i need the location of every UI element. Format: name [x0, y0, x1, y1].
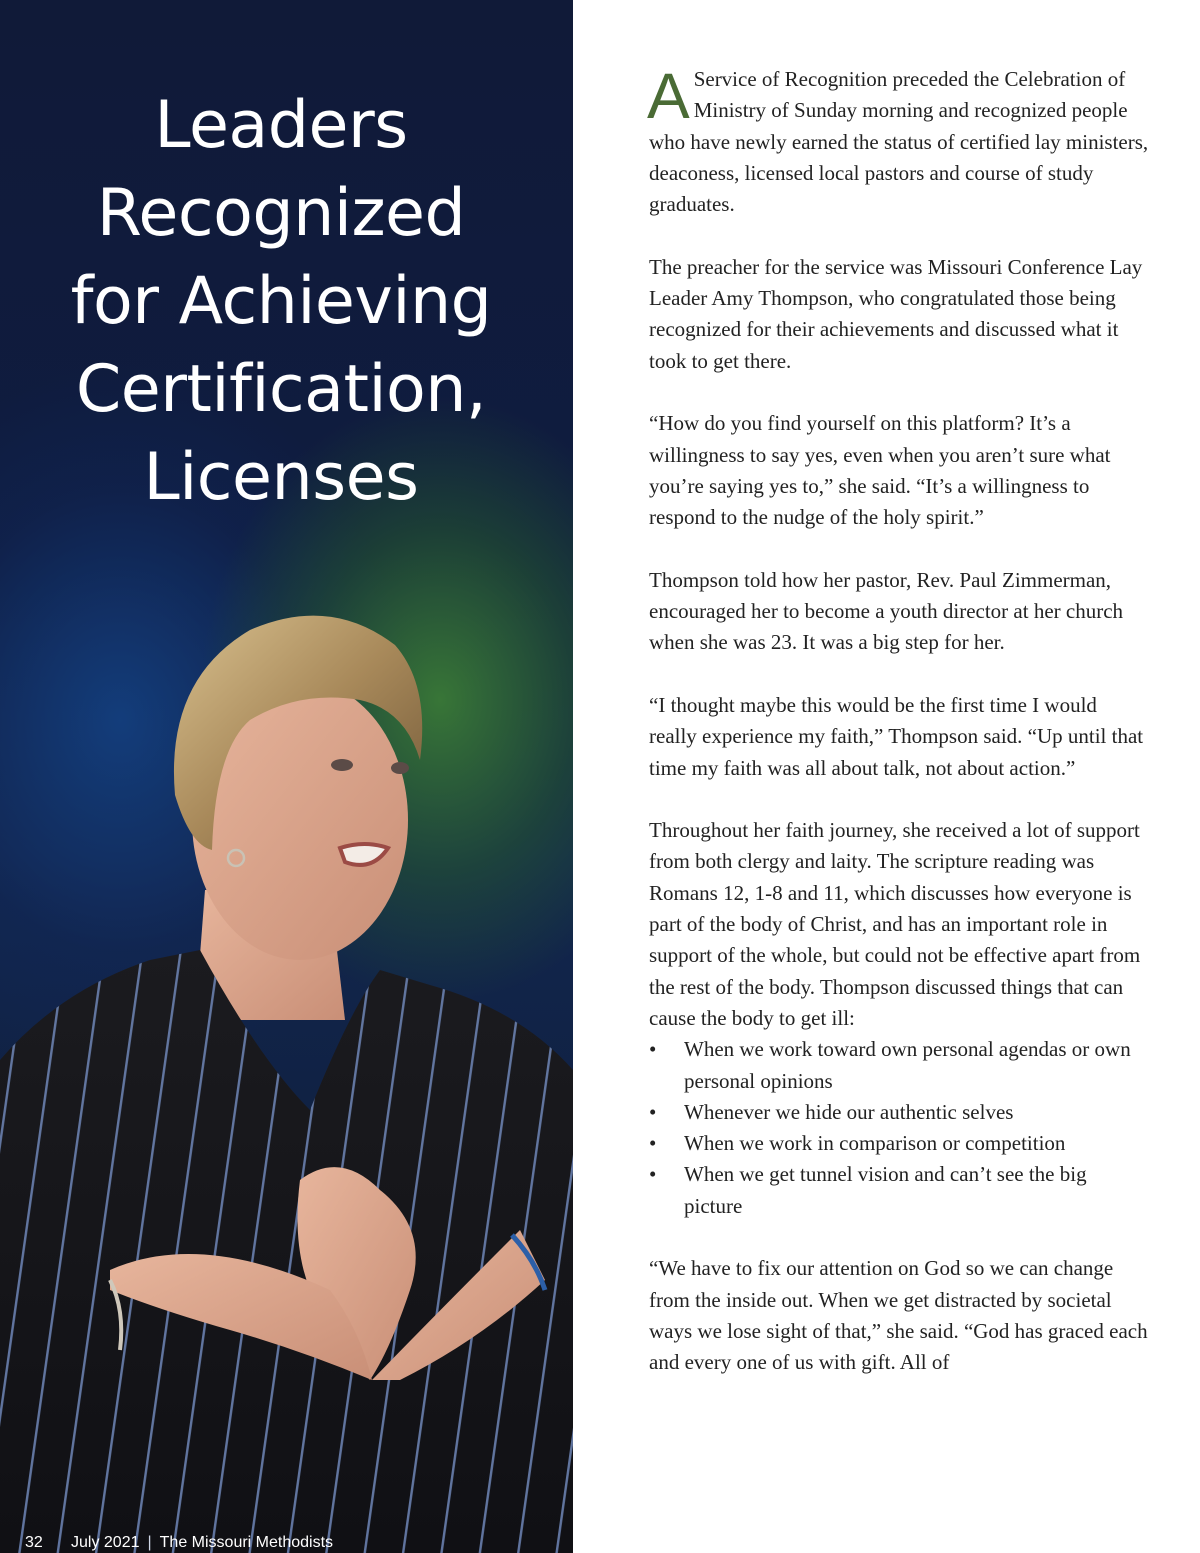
headline-line: Leaders	[154, 88, 408, 163]
eye-shape	[331, 759, 353, 771]
bullet-text: When we work toward own personal agendas or own personal opinions	[684, 1037, 1131, 1093]
article-paragraph: Throughout her faith journey, she received a lot of support from both clergy and laity. The scripture reading was Romans 12, 1-8 and 11, which discusses how everyone is part of the body of Christ, and has an important role in support of the whole, but could not be effective apart from the rest of the body. Thompson discussed things that can cause the body to get ill:	[649, 818, 1141, 1030]
article-body	[647, 60, 1149, 1410]
bullet-item	[649, 1128, 1149, 1159]
article-paragraph	[647, 60, 1149, 220]
article-paragraph: Thompson told how her pastor, Rev. Paul Zimmerman, encouraged her to become a youth director at her church when she was 23. It was a big step for her.	[649, 567, 1124, 655]
page-number: 32	[25, 1534, 43, 1551]
bullet-marker: •	[649, 1099, 657, 1124]
issue-date: July 2021	[71, 1534, 140, 1551]
paragraph-text: Service of Recognition preceded the Celebration of Ministry of Sunday morning and recognized people who have newly earned the status of certified lay ministers, deaconess, licensed local pastors and course of study graduates.	[649, 67, 1149, 217]
eye-shape	[391, 762, 409, 774]
hero-panel	[0, 0, 573, 1553]
bullet-text: When we work in comparison or competition	[684, 1131, 1066, 1156]
bullet-item	[649, 1159, 1149, 1222]
headline	[20, 82, 542, 522]
article-paragraph: “How do you find yourself on this platform? It’s a willingness to say yes, even when you aren’t sure what you’re saying yes to,” she said. “It’s a willingness to respond to the nudge of the holy spirit.”	[649, 411, 1111, 530]
headline-line: for Achieving	[70, 264, 492, 339]
page-footer	[25, 1533, 333, 1553]
article-paragraph: “I thought maybe this would be the first time I would really experience my faith,” Thompson said. “Up until that time my faith was all about talk, not about action.”	[649, 692, 1144, 780]
bullet-marker: •	[649, 1131, 657, 1156]
bullet-marker: •	[649, 1162, 657, 1187]
article-paragraph: “We have to fix our attention on God so we can change from the inside out. When we get distracted by societal ways we lose sight of that,” she said. “God has graced each and every one of us with gift. All of	[649, 1256, 1148, 1375]
bullet-text: Whenever we hide our authentic selves	[684, 1099, 1014, 1124]
footer-divider: |	[147, 1534, 152, 1551]
headline-line: Licenses	[143, 440, 419, 515]
shirt-stripes	[0, 950, 573, 1553]
bullet-item	[649, 1034, 1149, 1097]
publication-name: The Missouri Methodists	[159, 1534, 334, 1551]
headline-line: Recognized	[96, 176, 466, 251]
article-paragraph: The preacher for the service was Missouri Conference Lay Leader Amy Thompson, who congratulated those being recognized for their achievements and discussed what it took to get there.	[649, 254, 1143, 373]
headline-line: Certification,	[75, 352, 487, 427]
bullet-list	[649, 1034, 1149, 1222]
bullet-marker: •	[649, 1037, 657, 1062]
bullet-item	[649, 1097, 1149, 1128]
drop-cap: A	[647, 60, 690, 132]
bullet-text: When we get tunnel vision and can’t see the big picture	[684, 1162, 1087, 1218]
speaker-photo	[0, 590, 573, 1553]
